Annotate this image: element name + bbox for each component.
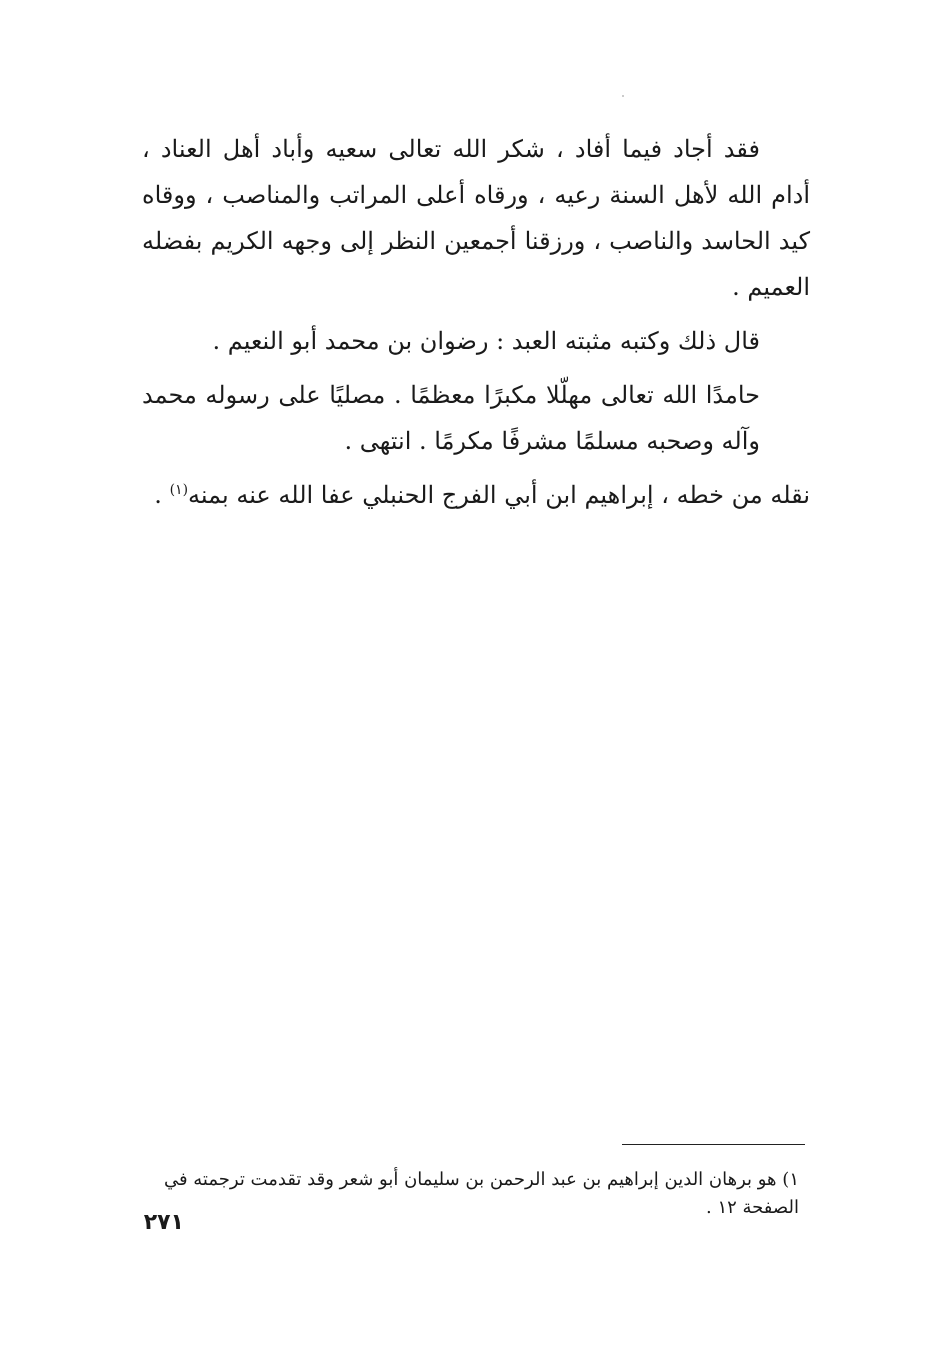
paragraph-1 xyxy=(142,126,810,310)
main-text xyxy=(142,126,810,518)
footnote-marker: ١) xyxy=(782,1169,799,1190)
paragraph-4 xyxy=(142,472,810,518)
paragraph-4-text: نقله من خطه ، إبراهيم ابن أبي الفرج الحنبلي عفا الله عنه بمنه xyxy=(188,481,810,509)
page-number: ٢٧١ xyxy=(143,1210,184,1235)
footnote xyxy=(139,1166,799,1222)
footnote-text: هو برهان الدين إبراهيم بن عبد الرحمن بن سليمان أبو شعر وقد تقدمت ترجمته في الصفحة ١٢ . xyxy=(163,1169,799,1218)
paragraph-4-end: . xyxy=(154,481,170,509)
paragraph-1-text: فقد أجاد فيما أفاد ، شكر الله تعالى سعيه وأباد أهل العناد ، أدام الله لأهل السنة رعيه ، ورقاه أعلى المراتب والمناصب ، ووقاه كيد الحاسد والناصب ، ورزقنا أجمعين النظر إلى وجهه الكريم بفضله العميم . xyxy=(142,135,810,301)
paragraph-3-text: حامدًا الله تعالى مهلّلا مكبرًا معظمًا . مصليًا على رسوله محمد وآله وصحبه مسلمًا مشرفًا مكرمًا . انتهى . xyxy=(142,381,760,455)
speck xyxy=(622,95,624,97)
footnote-reference: (١) xyxy=(169,482,189,498)
footnote-divider xyxy=(622,1144,805,1145)
paragraph-2-text: قال ذلك وكتبه مثبته العبد : رضوان بن محمد أبو النعيم . xyxy=(212,327,760,355)
paragraph-3 xyxy=(142,372,810,464)
paragraph-2 xyxy=(142,318,810,364)
